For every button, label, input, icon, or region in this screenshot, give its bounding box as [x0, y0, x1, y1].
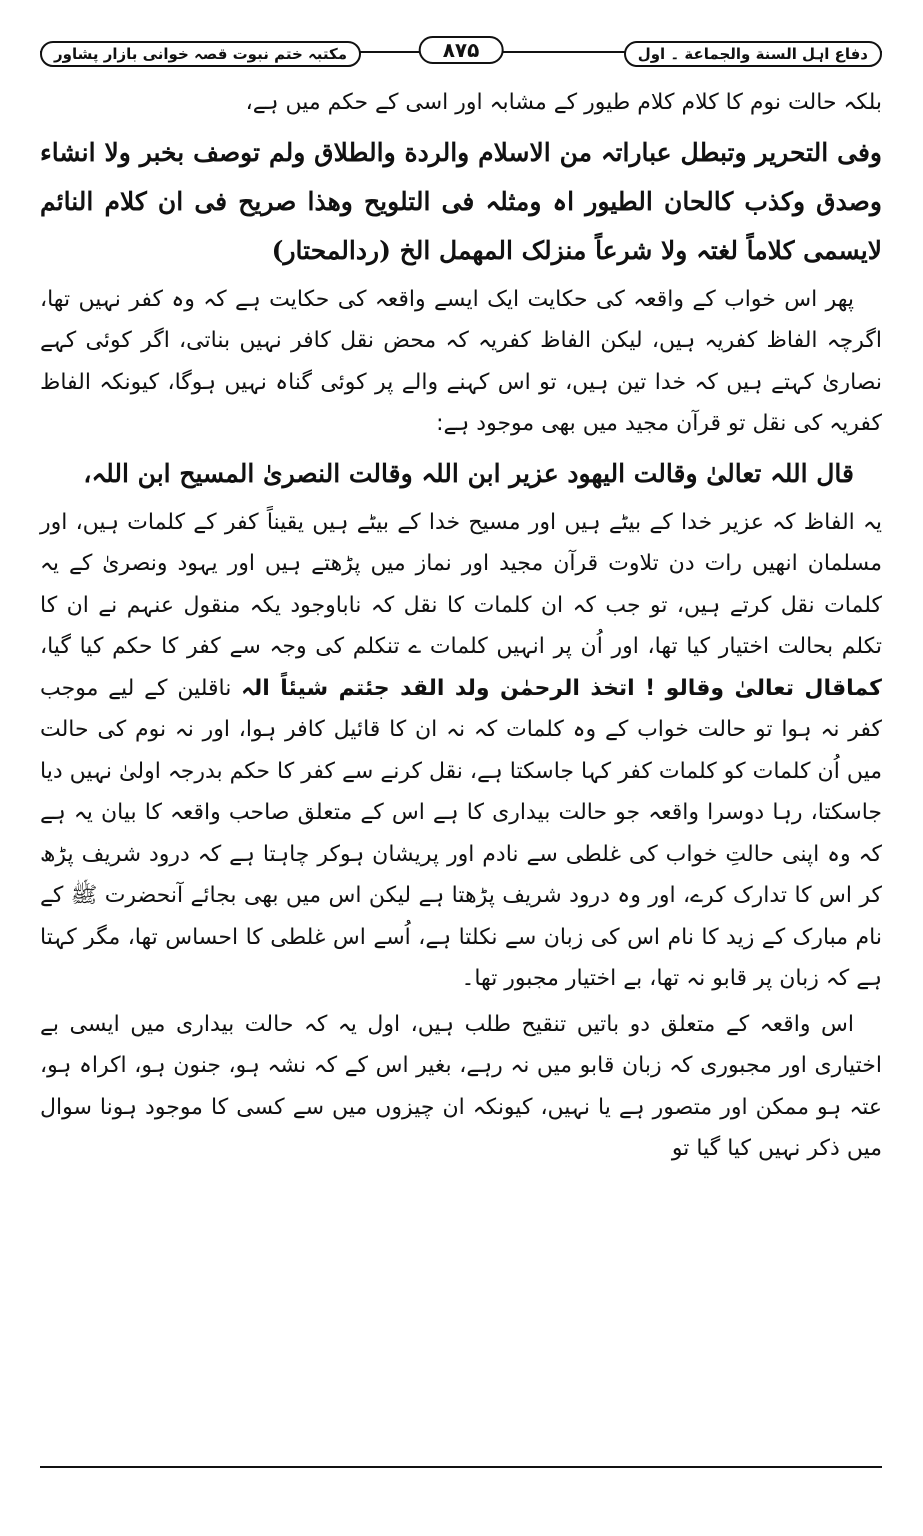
quran-verse: قال اللہ تعالیٰ وقالت الیھود عزیر ابن اللہ وقالت النصریٰ المسیح ابن اللہ، [83, 458, 854, 488]
publisher-name: مکتبہ ختم نبوت قصہ خوانی بازار پشاور [40, 41, 361, 67]
footer-rule [40, 1466, 882, 1468]
arabic-inline-quote: کماقال تعالیٰ وقالو ! اتخذ الرحمٰن ولد القد جئتم شیئاً الہ [241, 675, 882, 701]
arabic-quote-1: وفی التحریر وتبطل عباراتہ من الاسلام والردة والطلاق ولم توصف بخبر ولا انشاء وصدق وکذب کالحان الطیور اہ ومثلہ فی التلویح وھذا صریح فی ان کلام النائم لایسمی کلاماً لغتہ ولا شرعاً منزلک المھمل الخ (ردالمحتار) [40, 137, 882, 265]
page-body [40, 82, 882, 1174]
paragraph-1: بلکہ حالت نوم کا کلام کلام طیور کے مشابہ اور اسی کے حکم میں ہے، [245, 90, 882, 115]
page-number: ۸۷۵ [419, 36, 504, 64]
paragraph-4: اس واقعہ کے متعلق دو باتیں تنقیح طلب ہیں، اول یہ کہ حالت بیداری میں ایسی بے اختیاری اور مجبوری کہ زبان قابو میں نہ رہے، بغیر اس کے کہ نشہ ہو، جنون ہو، اکراہ ہو، عتہ ہو ممکن اور متصور ہے یا نہیں، کیونکہ ان چیزوں میں سے کسی کا موجود ہونا سوال میں ذکر نہیں کیا گیا تو [40, 1011, 882, 1161]
paragraph-3 [40, 502, 882, 1000]
book-title: دفاع اہل السنة والجماعة ۔ اول [624, 41, 882, 67]
page-header [40, 38, 882, 66]
paragraph-3-tail: ناقلین کے لیے موجب کفر نہ ہوا تو حالت خواب کے وہ کلمات کہ نہ ان کا قائیل کافر ہوا، اور نہ نوم کی حالت میں اُن کلمات کو کلمات کفر کہا جاسکتا ہے، نقل کرنے سے کفر کا حکم بدرجہ اولیٰ نہیں دیا جاسکتا، رہا دوسرا واقعہ جو حالت بیداری کا ہے اس کے متعلق صاحب واقعہ کا بیان یہ ہے کہ وہ اپنی حالتِ خواب کی غلطی سے نادم اور پریشان ہوکر چاہتا ہے کہ درود شریف پڑھ کر اس کا تدارک کرے، اور وہ درود شریف پڑھتا ہے لیکن اس میں بھی بجائے آنحضرت ﷺ کے نام مبارک کے زید کا نام اس کی زبان سے نکلتا ہے، اُسے اس غلطی کا احساس تھا، مگر کہتا ہے کہ زبان پر قابو نہ تھا، بے اختیار مجبور تھا۔ [40, 675, 882, 991]
paragraph-3-text: یہ الفاظ کہ عزیر خدا کے بیٹے ہیں اور مسیح خدا کے بیٹے ہیں یقیناً کفر کے کلمات ہیں، اور مسلمان انھیں رات دن تلاوت قرآن مجید اور نماز میں پڑھتے ہیں اور یہود ونصریٰ کے یہ کلمات نقل کرتے ہیں، تو جب کہ ان کلمات کا نقل کہ ناباوجود یکہ منقول عنہم نے ان کا تکلم بحالت اختیار کیا تھا، اور اُن پر انہیں کلمات ے تنکلم کی وجہ سے کفر کا حکم کیا گیا، [40, 509, 882, 659]
paragraph-2: پھر اس خواب کے واقعہ کی حکایت ایک ایسے واقعہ کی حکایت ہے کہ وہ کفر نہیں تھا، اگرچہ الفاظ کفریہ ہیں، لیکن الفاظ کفریہ کہ محض نقل کافر نہیں بناتی، اگر کوئی کہے نصاریٰ کہتے ہیں کہ خدا تین ہیں، تو اس کہنے والے پر کوئی گناہ نہیں ہوگا، کیونکہ الفاظ کفریہ کی نقل تو قرآن مجید میں بھی موجود ہے: [40, 286, 882, 436]
